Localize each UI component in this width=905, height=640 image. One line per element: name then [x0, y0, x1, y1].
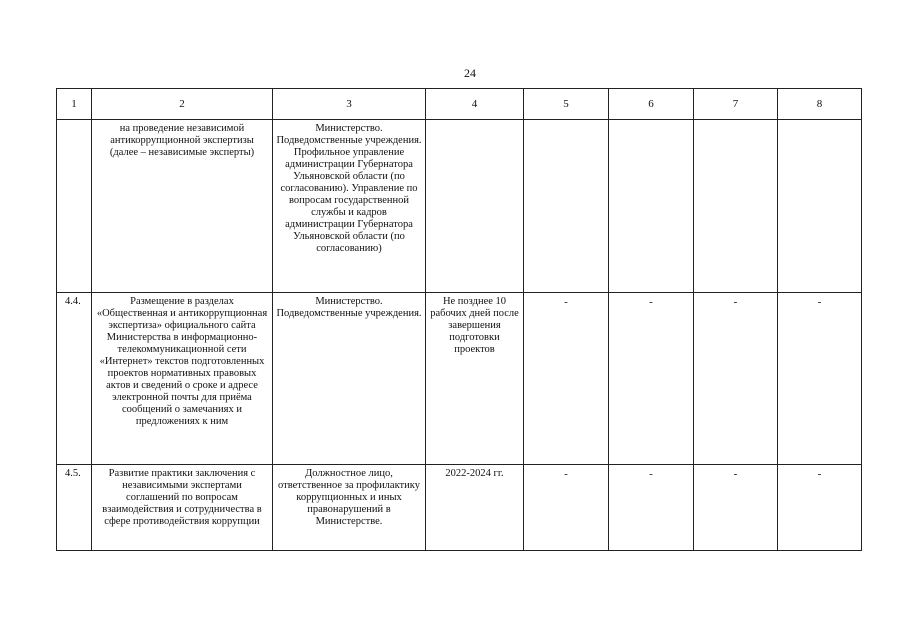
column-header: 7 — [694, 89, 778, 120]
page-number: 24 — [464, 66, 476, 80]
cell-col7: - — [694, 465, 778, 551]
cell-col6 — [609, 120, 694, 293]
table-row — [57, 293, 862, 465]
column-header: 1 — [57, 89, 92, 120]
responsible-text: Министерство. Подведомственные учреждения. Профильное управление администрации Губернатора Ульяновской области (по согласованию). Управление по вопросам государственной службы и кадров администрации Губернатора Ульяновской области (по согласованию) — [273, 120, 426, 293]
cell-col5 — [524, 120, 609, 293]
cell-col7: - — [694, 293, 778, 465]
cell-col6: - — [609, 465, 694, 551]
cell-col8: - — [778, 465, 862, 551]
table-header-row — [57, 89, 862, 120]
measure-text: Развитие практики заключения с независимыми экспертами соглашений по вопросам взаимодействия и сотрудничества в сфере противодействия коррупции — [92, 465, 273, 551]
responsible-text: Министерство. Подведомственные учреждения. — [273, 293, 426, 465]
responsible-text: Должностное лицо, ответственное за профилактику коррупционных и иных правонарушений в Министерстве. — [273, 465, 426, 551]
table-row — [57, 465, 862, 551]
column-header: 2 — [92, 89, 273, 120]
item-number: 4.4. — [57, 293, 92, 465]
cell-col8: - — [778, 293, 862, 465]
column-header: 3 — [273, 89, 426, 120]
cell-col8 — [778, 120, 862, 293]
measure-text: на проведение независимой антикоррупционной экспертизы (далее – независимые эксперты) — [92, 120, 273, 293]
deadline-text: 2022-2024 гг. — [426, 465, 524, 551]
measure-text: Размещение в разделах «Общественная и антикоррупционная экспертиза» официального сайта Министерства в информационно-телекоммуникационной сети «Интернет» текстов подготовленных проектов нормативных правовых актов и сведений о сроке и адресе электронной почты для приёма сообщений о замечаниях и предложениях к ним — [92, 293, 273, 465]
item-number — [57, 120, 92, 293]
column-header: 5 — [524, 89, 609, 120]
column-header: 6 — [609, 89, 694, 120]
cell-col6: - — [609, 293, 694, 465]
table-row — [57, 120, 862, 293]
column-header: 4 — [426, 89, 524, 120]
measures-table — [56, 88, 862, 551]
cell-col5: - — [524, 465, 609, 551]
column-header: 8 — [778, 89, 862, 120]
item-number: 4.5. — [57, 465, 92, 551]
deadline-text: Не позднее 10 рабочих дней после завершения подготовки проектов — [426, 293, 524, 465]
cell-col5: - — [524, 293, 609, 465]
cell-col7 — [694, 120, 778, 293]
deadline-text — [426, 120, 524, 293]
